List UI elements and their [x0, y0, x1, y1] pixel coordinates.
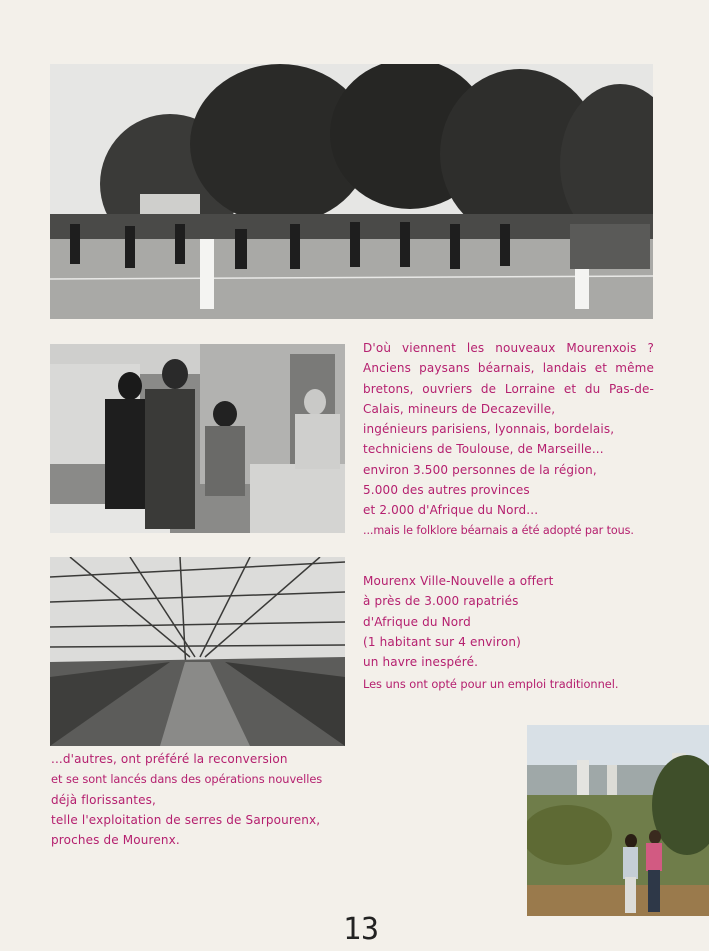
- text-line: Anciens paysans béarnais, landais et même: [363, 361, 654, 376]
- text-line: et 2.000 d'Afrique du Nord...: [363, 503, 539, 518]
- text-line: à près de 3.000 rapatriés: [363, 594, 519, 609]
- text-line: Les uns ont opté pour un emploi traditionnel.: [363, 677, 619, 692]
- repatriates-paragraph: [363, 571, 663, 695]
- text-line: Calais, mineurs de Decazeville,: [363, 401, 556, 416]
- greenhouse-photo: [50, 557, 345, 746]
- town-view-couple-photo: [527, 725, 709, 916]
- text-line: ...mais le folklore béarnais a été adopté par tous.: [363, 523, 634, 537]
- text-line: et se sont lancés dans des opérations nouvelles: [51, 772, 323, 787]
- text-line: proches de Mourenx.: [51, 833, 180, 848]
- text-line: Mourenx Ville-Nouvelle a offert: [363, 574, 554, 588]
- page-number: 13: [343, 912, 380, 947]
- text-line: techniciens de Toulouse, de Marseille...: [363, 442, 604, 457]
- text-line: 5.000 des autres provinces: [363, 483, 530, 498]
- text-line: environ 3.500 personnes de la région,: [363, 462, 597, 477]
- market-stall-photo: [50, 344, 345, 533]
- text-line: (1 habitant sur 4 environ): [363, 634, 521, 649]
- text-line: ingénieurs parisiens, lyonnais, bordelais,: [363, 422, 615, 437]
- text-line: d'Afrique du Nord: [363, 614, 471, 629]
- text-line: telle l'exploitation de serres de Sarpourenx,: [51, 812, 321, 827]
- text-line: ...d'autres, ont préféré la reconversion: [51, 752, 288, 766]
- folk-dance-photo: [50, 64, 653, 319]
- text-line: D'où viennent les nouveaux Mourenxois ?: [363, 341, 654, 355]
- text-line: un havre inespéré.: [363, 655, 479, 670]
- text-line: bretons, ouvriers de Lorraine et du Pas-de-: [363, 381, 654, 396]
- reconversion-paragraph: [51, 749, 351, 850]
- origins-paragraph: [363, 338, 654, 541]
- text-line: déjà florissantes,: [51, 792, 156, 807]
